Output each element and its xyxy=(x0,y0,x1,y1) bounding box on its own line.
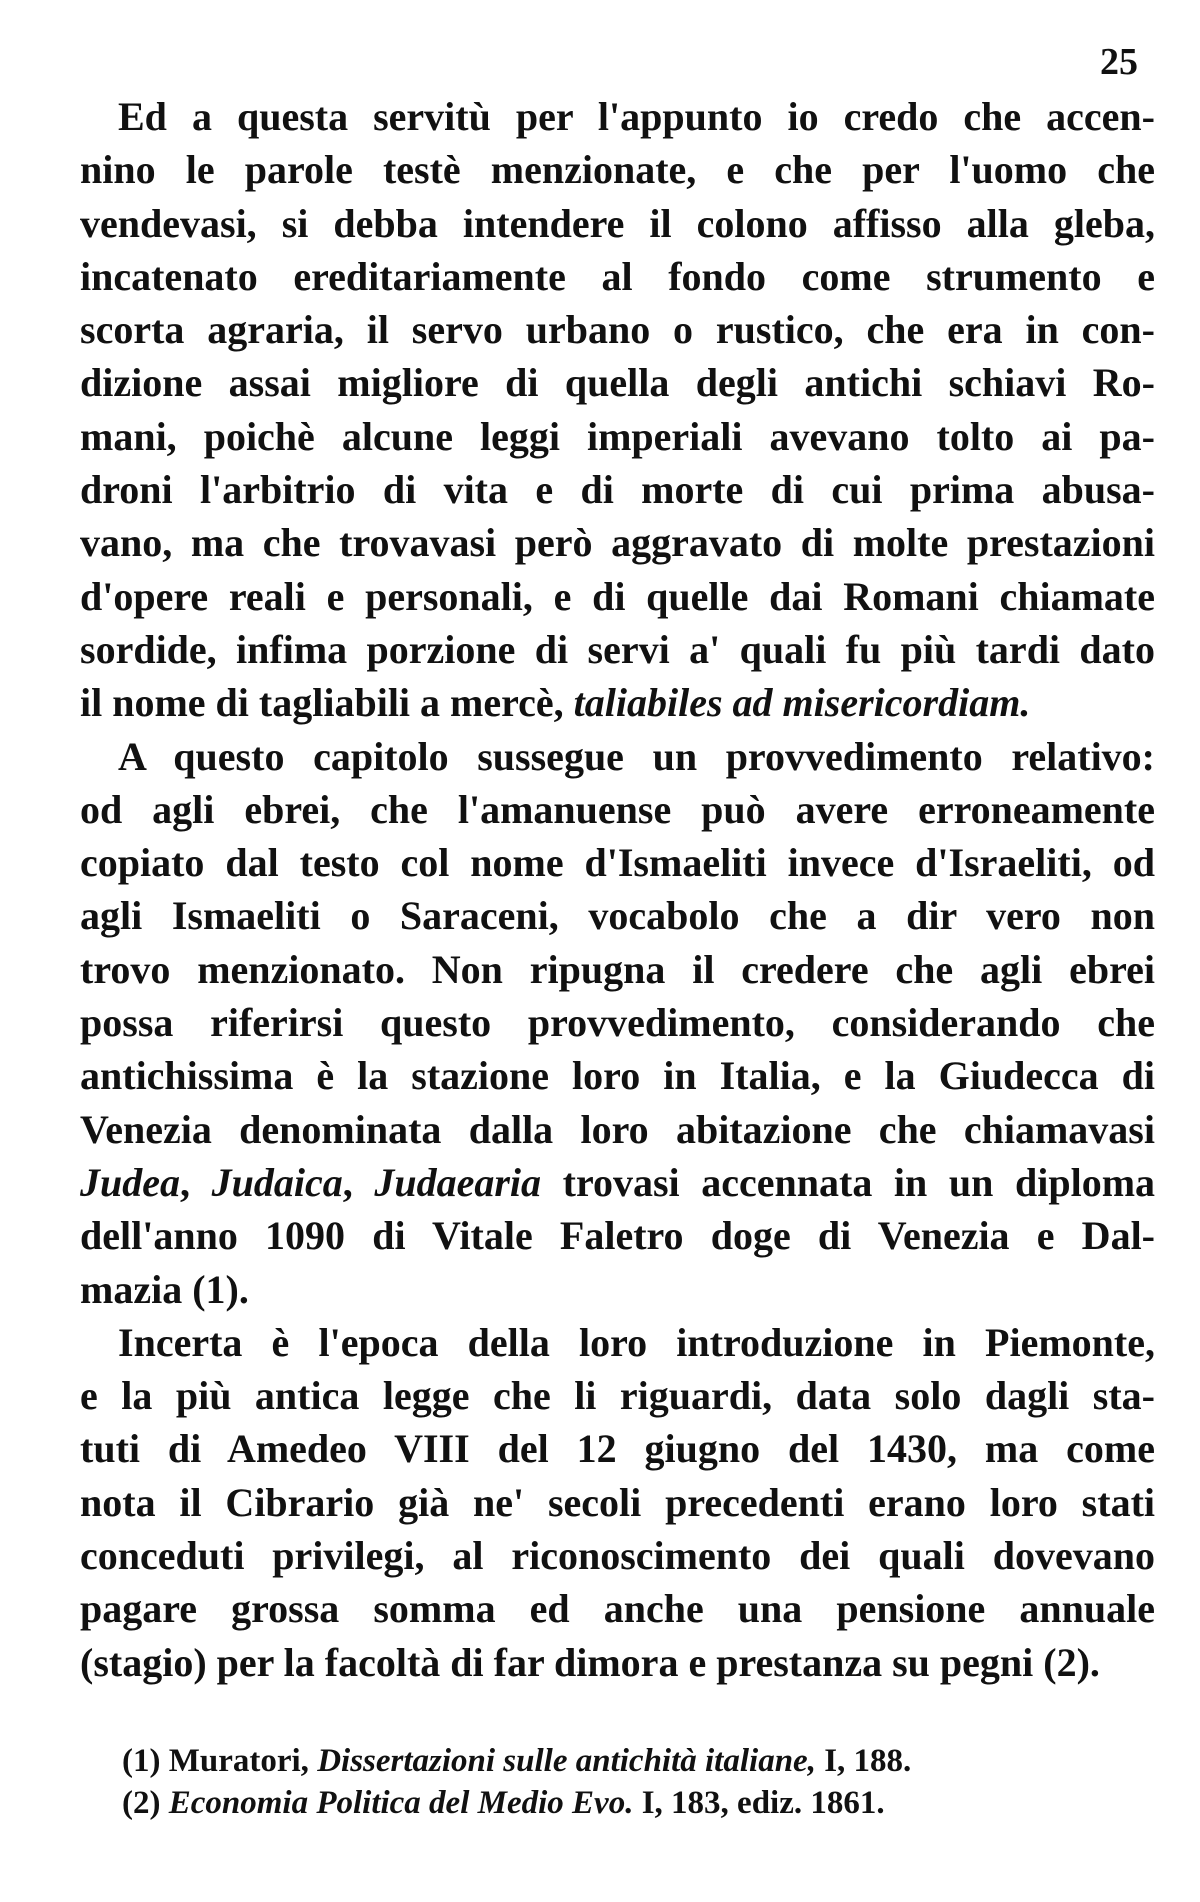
text-line xyxy=(80,1209,1155,1262)
text-line xyxy=(80,1156,1155,1209)
text-segment: tuti di Amedeo VIII del 12 giugno del 1430, ma come xyxy=(80,1426,1155,1472)
text-line xyxy=(80,1369,1155,1422)
text-segment: e la più antica legge che li riguardi, data solo dagli sta- xyxy=(80,1373,1155,1419)
italic-text: Judaica xyxy=(211,1159,343,1205)
text-segment: antichissima è la stazione loro in Italia, e la Giudecca di xyxy=(80,1053,1155,1099)
text-segment: Incerta è l'epoca della loro introduzione in Piemonte, xyxy=(118,1319,1155,1365)
italic-text: taliabiles ad misericordiam. xyxy=(573,680,1031,726)
text-segment: vendevasi, si debba intendere il colono affisso alla gleba, xyxy=(80,200,1155,246)
text-segment: mani, poichè alcune leggi imperiali avevano tolto ai pa- xyxy=(80,413,1155,459)
text-line xyxy=(80,1049,1155,1102)
text-line xyxy=(80,623,1155,676)
footnote-text: (2) xyxy=(122,1785,169,1821)
text-line xyxy=(80,1103,1155,1156)
text-segment: dizione assai migliore di quella degli antichi schiavi Ro- xyxy=(80,360,1155,406)
paragraph xyxy=(80,730,1155,1316)
text-line xyxy=(80,197,1155,250)
text-segment: sordide, infima porzione di servi a' quali fu più tardi dato xyxy=(80,626,1155,672)
footnote-text: I, 183, ediz. 1861. xyxy=(633,1785,885,1821)
text-segment: droni l'arbitrio di vita e di morte di cui prima abusa- xyxy=(80,467,1155,513)
text-line xyxy=(80,676,1155,729)
text-segment: Ed a questa servitù per l'appunto io credo che accen- xyxy=(118,94,1155,139)
text-segment: nota il Cibrario già ne' secoli precedenti erano loro stati xyxy=(80,1479,1155,1525)
text-line xyxy=(80,943,1155,996)
text-line xyxy=(80,570,1155,623)
text-line xyxy=(80,90,1155,143)
footnotes xyxy=(122,1740,1122,1824)
text-line xyxy=(80,1422,1155,1475)
text-segment: vano, ma che trovavasi però aggravato di molte prestazioni xyxy=(80,520,1155,566)
text-line xyxy=(80,730,1155,783)
text-line xyxy=(80,250,1155,303)
footnote-citation: Economia Politica del Medio Evo. xyxy=(168,1785,634,1821)
text-segment: conceduti privilegi, al riconoscimento dei quali dovevano xyxy=(80,1533,1155,1579)
text-line xyxy=(80,889,1155,942)
text-segment: scorta agraria, il servo urbano o rustico, che era in con- xyxy=(80,307,1155,353)
italic-text: Judea xyxy=(80,1159,180,1205)
text-segment: A questo capitolo sussegue un provvedimento relativo: xyxy=(118,733,1155,779)
text-segment: , xyxy=(342,1159,375,1205)
text-line xyxy=(80,1263,1155,1316)
text-segment: trovo menzionato. Non ripugna il credere che agli ebrei xyxy=(80,946,1155,992)
text-segment: mazia (1). xyxy=(80,1266,249,1312)
text-segment: il nome di tagliabili a mercè, xyxy=(80,680,574,726)
text-line xyxy=(80,1636,1155,1689)
text-line xyxy=(80,783,1155,836)
text-segment: , xyxy=(180,1159,212,1205)
text-segment: (stagio) per la facoltà di far dimora e prestanza su pegni (2). xyxy=(80,1639,1100,1685)
text-line xyxy=(80,996,1155,1049)
footnote xyxy=(122,1740,1122,1782)
text-segment: copiato dal testo col nome d'Ismaeliti invece d'Israeliti, od xyxy=(80,840,1155,886)
text-segment: nino le parole testè menzionate, e che per l'uomo che xyxy=(80,147,1155,193)
paragraph xyxy=(80,90,1155,730)
footnote-text: I, 188. xyxy=(815,1743,912,1779)
page-number: 25 xyxy=(1100,41,1138,83)
body-text xyxy=(80,90,1155,1689)
footnote-citation: Dissertazioni sulle antichità italiane, xyxy=(317,1743,816,1779)
text-line xyxy=(80,303,1155,356)
text-line xyxy=(80,1582,1155,1635)
text-segment: agli Ismaeliti o Saraceni, vocabolo che a dir vero non xyxy=(80,893,1155,939)
footnote-text: (1) Muratori, xyxy=(122,1743,318,1779)
text-line xyxy=(80,516,1155,569)
footnote xyxy=(122,1782,1122,1824)
text-line xyxy=(80,1476,1155,1529)
text-line xyxy=(80,1529,1155,1582)
text-line xyxy=(80,143,1155,196)
text-line xyxy=(80,463,1155,516)
text-segment: od agli ebrei, che l'amanuense può avere erroneamente xyxy=(80,786,1155,832)
text-line xyxy=(80,1316,1155,1369)
text-segment: possa riferirsi questo provvedimento, considerando che xyxy=(80,1000,1155,1046)
paragraph xyxy=(80,1316,1155,1689)
italic-text: Judaearia xyxy=(374,1159,542,1205)
text-line xyxy=(80,356,1155,409)
text-segment: dell'anno 1090 di Vitale Faletro doge di Venezia e Dal- xyxy=(80,1213,1155,1259)
text-line xyxy=(80,410,1155,463)
text-segment: trovasi accennata in un diploma xyxy=(541,1159,1156,1205)
text-segment: pagare grossa somma ed anche una pensione annuale xyxy=(80,1586,1155,1632)
text-segment: incatenato ereditariamente al fondo come strumento e xyxy=(80,253,1155,299)
text-segment: Venezia denominata dalla loro abitazione che chiamavasi xyxy=(80,1106,1155,1152)
text-segment: d'opere reali e personali, e di quelle dai Romani chiamate xyxy=(80,573,1155,619)
text-line xyxy=(80,836,1155,889)
